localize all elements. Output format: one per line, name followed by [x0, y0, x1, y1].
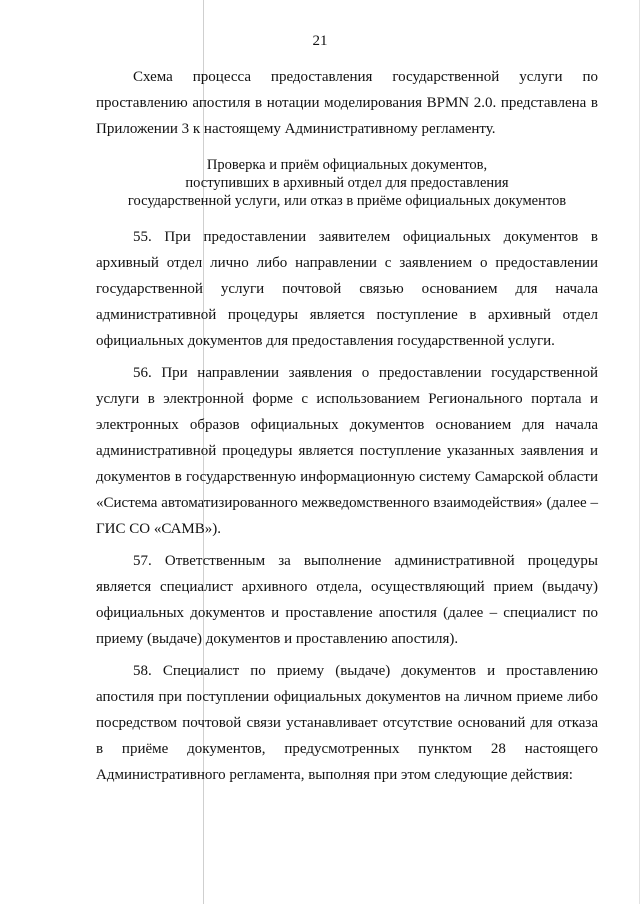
- heading-line: поступивших в архивный отдел для предоставления: [185, 175, 509, 191]
- section-heading: [96, 156, 598, 210]
- heading-line: Проверка и приём официальных документов,: [206, 157, 488, 173]
- intro-paragraph: Схема процесса предоставления государственной услуги по проставлению апостиля в нотации моделирования BPMN 2.0. представлена в Приложении 3 к настоящему Административному регламенту.: [96, 69, 598, 137]
- heading-line: государственной услуги, или отказ в приёме официальных документов: [127, 193, 567, 209]
- paragraph-58: 58. Специалист по приему (выдаче) документов и проставлению апостиля при поступлении официальных документов на личном приеме либо посредством почтовой связи устанавливает отсутствие оснований для отказа в приёме документов, предусмотренных пунктом 28 настоящего Административного регламента, выполняя при этом следующие действия:: [96, 663, 598, 783]
- page-number: 21: [312, 33, 328, 49]
- paragraph-57: 57. Ответственным за выполнение административной процедуры является специалист архивного отдела, осуществляющий прием (выдачу) официальных документов и проставление апостиля (далее – специалист по приему (выдаче) документов и проставлению апостиля).: [96, 553, 598, 647]
- paragraph-55: 55. При предоставлении заявителем официальных документов в архивный отдел лично либо направлении с заявлением о предоставлении государственной услуги почтовой связью основанием для начала административной процедуры является поступление в архивный отдел официальных документов для предоставления государственной услуги.: [96, 229, 598, 349]
- document-body: [96, 64, 598, 794]
- paragraph-56: 56. При направлении заявления о предоставлении государственной услуги в электронной форме с использованием Регионального портала и электронных образов официальных документов основанием для начала административной процедуры является поступление указанных заявления и документов в государственную информационную систему Самарской области «Система автоматизированного межведомственного взаимодействия» (далее – ГИС СО «САМВ»).: [96, 365, 598, 537]
